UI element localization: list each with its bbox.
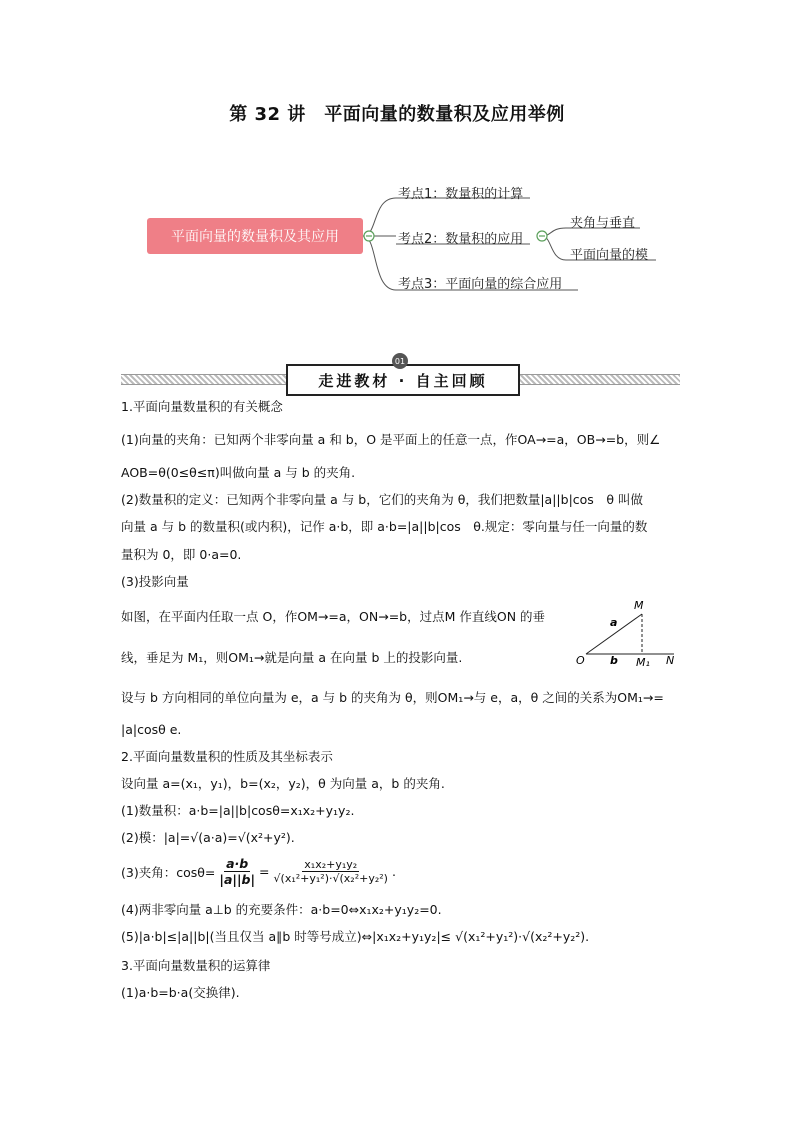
formula-angle-end: . xyxy=(391,864,396,879)
label-M: M xyxy=(634,599,644,612)
mindmap-connectors xyxy=(0,0,794,330)
formula-modulus: (2)模：|a|=√(a·a)=√(x²+y²). xyxy=(121,830,295,845)
fraction-1-numerator: a·b xyxy=(226,856,249,871)
paragraph-dot-2: 向量 a 与 b 的数量积(或内积)，记作 a·b，即 a·b=|a||b|cos θ.规定：零向量与任一向量的数 xyxy=(121,519,648,534)
fraction-2-denominator: √(x₁²+y₁²)·√(x₂²+y₂²) xyxy=(273,872,388,885)
formula-angle xyxy=(121,856,396,887)
formula-angle-equals: = xyxy=(259,864,270,879)
paragraph-coords: 设向量 a=(x₁，y₁)，b=(x₂，y₂)，θ 为向量 a，b 的夹角. xyxy=(121,776,445,791)
paragraph-dot-1: (2)数量积的定义：已知两个非零向量 a 与 b，它们的夹角为 θ，我们把数量|a||b|cos θ 叫做 xyxy=(121,492,643,507)
label-b: b xyxy=(610,654,618,667)
heading-3: 3.平面向量数量积的运算律 xyxy=(121,958,271,973)
formula-angle-label: (3)夹角：cosθ= xyxy=(121,864,216,880)
formula-perpendicular: (4)两非零向量 a⊥b 的充要条件：a·b=0⇔x₁x₂+y₁y₂=0. xyxy=(121,902,442,917)
fraction-2-numerator: x₁x₂+y₁y₂ xyxy=(304,858,358,871)
page-title: 第 32 讲 平面向量的数量积及应用举例 xyxy=(229,104,565,125)
label-a: a xyxy=(610,616,618,629)
mindmap-kp2: 考点2：数量积的应用 xyxy=(398,232,524,247)
label-N: N xyxy=(666,654,675,667)
section-number: 01 xyxy=(392,353,408,369)
paragraph-dot-3: 量积为 0，即 0·a=0. xyxy=(121,547,242,562)
heading-2: 2.平面向量数量积的性质及其坐标表示 xyxy=(121,749,333,764)
paragraph-angle-1: (1)向量的夹角：已知两个非零向量 a 和 b，O 是平面上的任意一点，作OA→=a，OB→=b，则∠ xyxy=(121,432,661,447)
paragraph-projection-title: (3)投影向量 xyxy=(121,574,189,589)
mindmap-kp2-sub2: 平面向量的模 xyxy=(570,248,649,263)
paragraph-projection-3: 设与 b 方向相同的单位向量为 e，a 与 b 的夹角为 θ，则OM₁→与 e，a，θ 之间的关系为OM₁→= xyxy=(121,690,664,705)
formula-inequality: (5)|a·b|≤|a||b|(当且仅当 a∥b 时等号成立)⇔|x₁x₂+y₁y₂|≤ √(x₁²+y₁²)·√(x₂²+y₂²). xyxy=(121,929,590,944)
fraction-1 xyxy=(217,856,257,887)
mindmap-kp2-sub1: 夹角与垂直 xyxy=(570,216,636,231)
label-O: O xyxy=(576,654,585,667)
formula-commutative: (1)a·b=b·a(交换律). xyxy=(121,985,240,1000)
mindmap-kp1: 考点1：数量积的计算 xyxy=(398,187,524,202)
mindmap-root: 平面向量的数量积及其应用 xyxy=(147,218,363,254)
fraction-1-denominator: |a||b| xyxy=(219,872,256,887)
paragraph-projection-1: 如图，在平面内任取一点 O，作OM→=a，ON→=b，过点M 作直线ON 的垂 xyxy=(121,609,546,624)
label-M1: M₁ xyxy=(636,656,650,668)
section-title: 走进教材 · 自主回顾 xyxy=(286,364,520,396)
paragraph-projection-4: |a|cosθ e. xyxy=(121,722,182,737)
heading-1: 1.平面向量数量积的有关概念 xyxy=(121,399,283,414)
formula-dot-product: (1)数量积：a·b=|a||b|cosθ=x₁x₂+y₁y₂. xyxy=(121,803,355,818)
mindmap-kp3: 考点3：平面向量的综合应用 xyxy=(398,277,563,292)
fraction-2 xyxy=(272,858,390,885)
paragraph-angle-2: AOB=θ(0≤θ≤π)叫做向量 a 与 b 的夹角. xyxy=(121,465,356,480)
paragraph-projection-2: 线，垂足为 M₁，则OM₁→就是向量 a 在向量 b 上的投影向量. xyxy=(121,650,463,665)
projection-figure xyxy=(574,596,684,668)
